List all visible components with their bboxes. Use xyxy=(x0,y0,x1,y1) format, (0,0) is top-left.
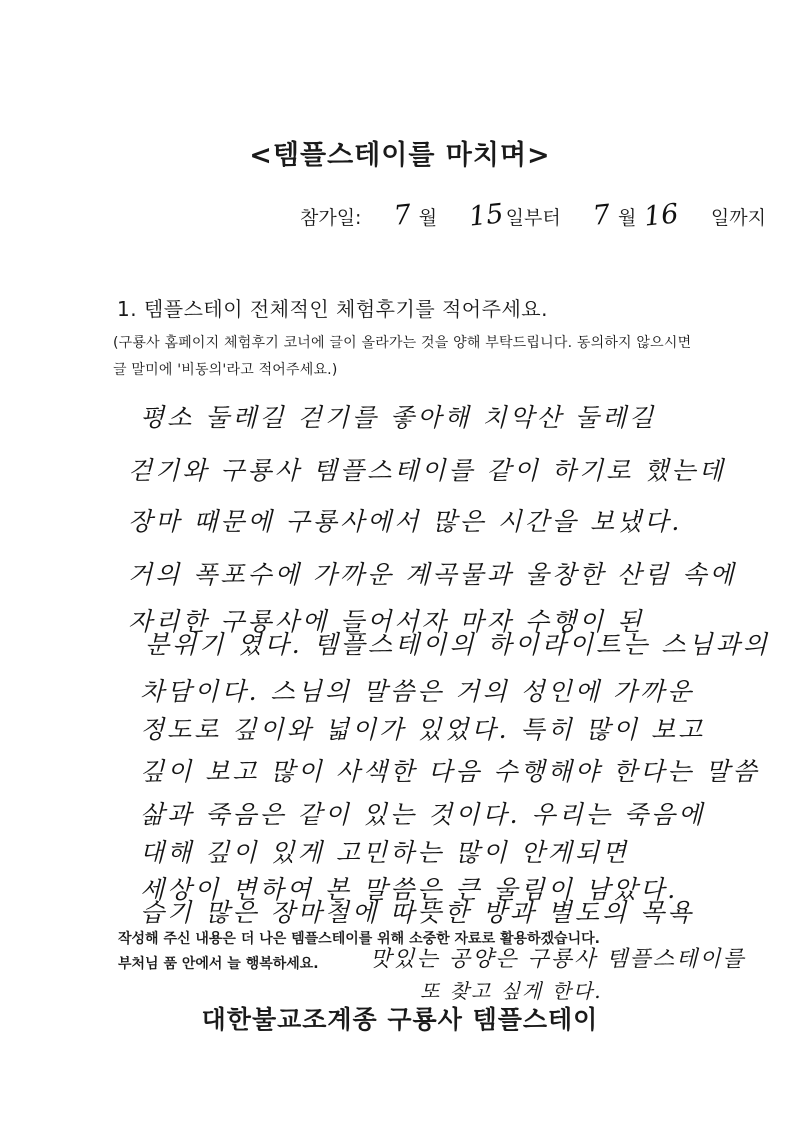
handwritten-line: 거의 폭포수에 가까운 계곡물과 울창한 산림 속에 xyxy=(128,560,737,589)
handwritten-line: 장마 때문에 구룡사에서 많은 시간을 보냈다. xyxy=(128,507,683,536)
handwritten-line: 자리한 구룡사에 들어서자 마자 수행이 된 xyxy=(128,607,645,636)
handwritten-line: 깊이 보고 많이 사색한 다음 수행해야 한다는 말씀 xyxy=(140,757,760,786)
handwritten-line: 습기 많은 장마철에 따뜻한 방과 별도의 목욕 xyxy=(140,898,695,927)
organization-name: 대한불교조계종 구룡사 템플스테이 xyxy=(201,1005,599,1034)
handwritten-line: 또 찾고 싶게 한다. xyxy=(420,979,603,1003)
footer-thanks: 작성해 주신 내용은 더 나은 템플스테이를 위해 소중한 자료로 활용하겠습니다. xyxy=(118,931,600,947)
handwritten-line: 대해 깊이 있게 고민하는 많이 안게되면 xyxy=(140,838,630,867)
start-day-value: 15 xyxy=(467,198,506,233)
handwritten-line: 차담이다. 스님의 말씀은 거의 성인에 가까운 xyxy=(140,677,695,706)
until-label: 일까지 xyxy=(710,207,766,229)
handwritten-line: 평소 둘레길 걷기를 좋아해 치악산 둘레길 xyxy=(140,403,657,432)
handwritten-line: 세상이 변하여 본 말씀은 큰 울림이 남았다. xyxy=(140,875,679,904)
consent-note: (구룡사 홈페이지 체험후기 코너에 글이 올라가는 것을 양해 부탁드립니다. 동의하지 않으시면 글 말미에 '비동의'라고 적어주세요.) xyxy=(113,335,692,378)
question-heading: 1. 템플스테이 전체적인 체험후기를 적어주세요. xyxy=(117,297,548,321)
end-month-value: 7 xyxy=(591,199,612,232)
end-day-value: 16 xyxy=(642,198,681,233)
handwritten-line: 정도로 깊이와 넓이가 있었다. 특히 많이 보고 xyxy=(140,715,706,744)
start-month-value: 7 xyxy=(391,199,413,232)
from-label: 일부터 xyxy=(505,207,561,229)
page-title: <템플스테이를 마치며> xyxy=(249,140,551,171)
participation-dates xyxy=(300,200,766,231)
handwritten-line: 삶과 죽음은 같이 있는 것이다. 우리는 죽음에 xyxy=(140,800,706,829)
handwritten-line: 걷기와 구룡사 템플스테이를 같이 하기로 했는데 xyxy=(128,456,726,485)
footer-blessing: 부처님 품 안에서 늘 행복하세요. xyxy=(118,956,319,972)
handwritten-line: 분위기 였다. 템플스테이의 하이라이트는 스님과의 xyxy=(145,630,770,659)
month-unit-label: 월 xyxy=(418,207,438,229)
participation-label: 참가일: xyxy=(300,207,362,229)
handwritten-line: 맛있는 공양은 구룡사 템플스테이를 xyxy=(370,947,746,972)
month-unit-label-2: 월 xyxy=(618,207,637,229)
